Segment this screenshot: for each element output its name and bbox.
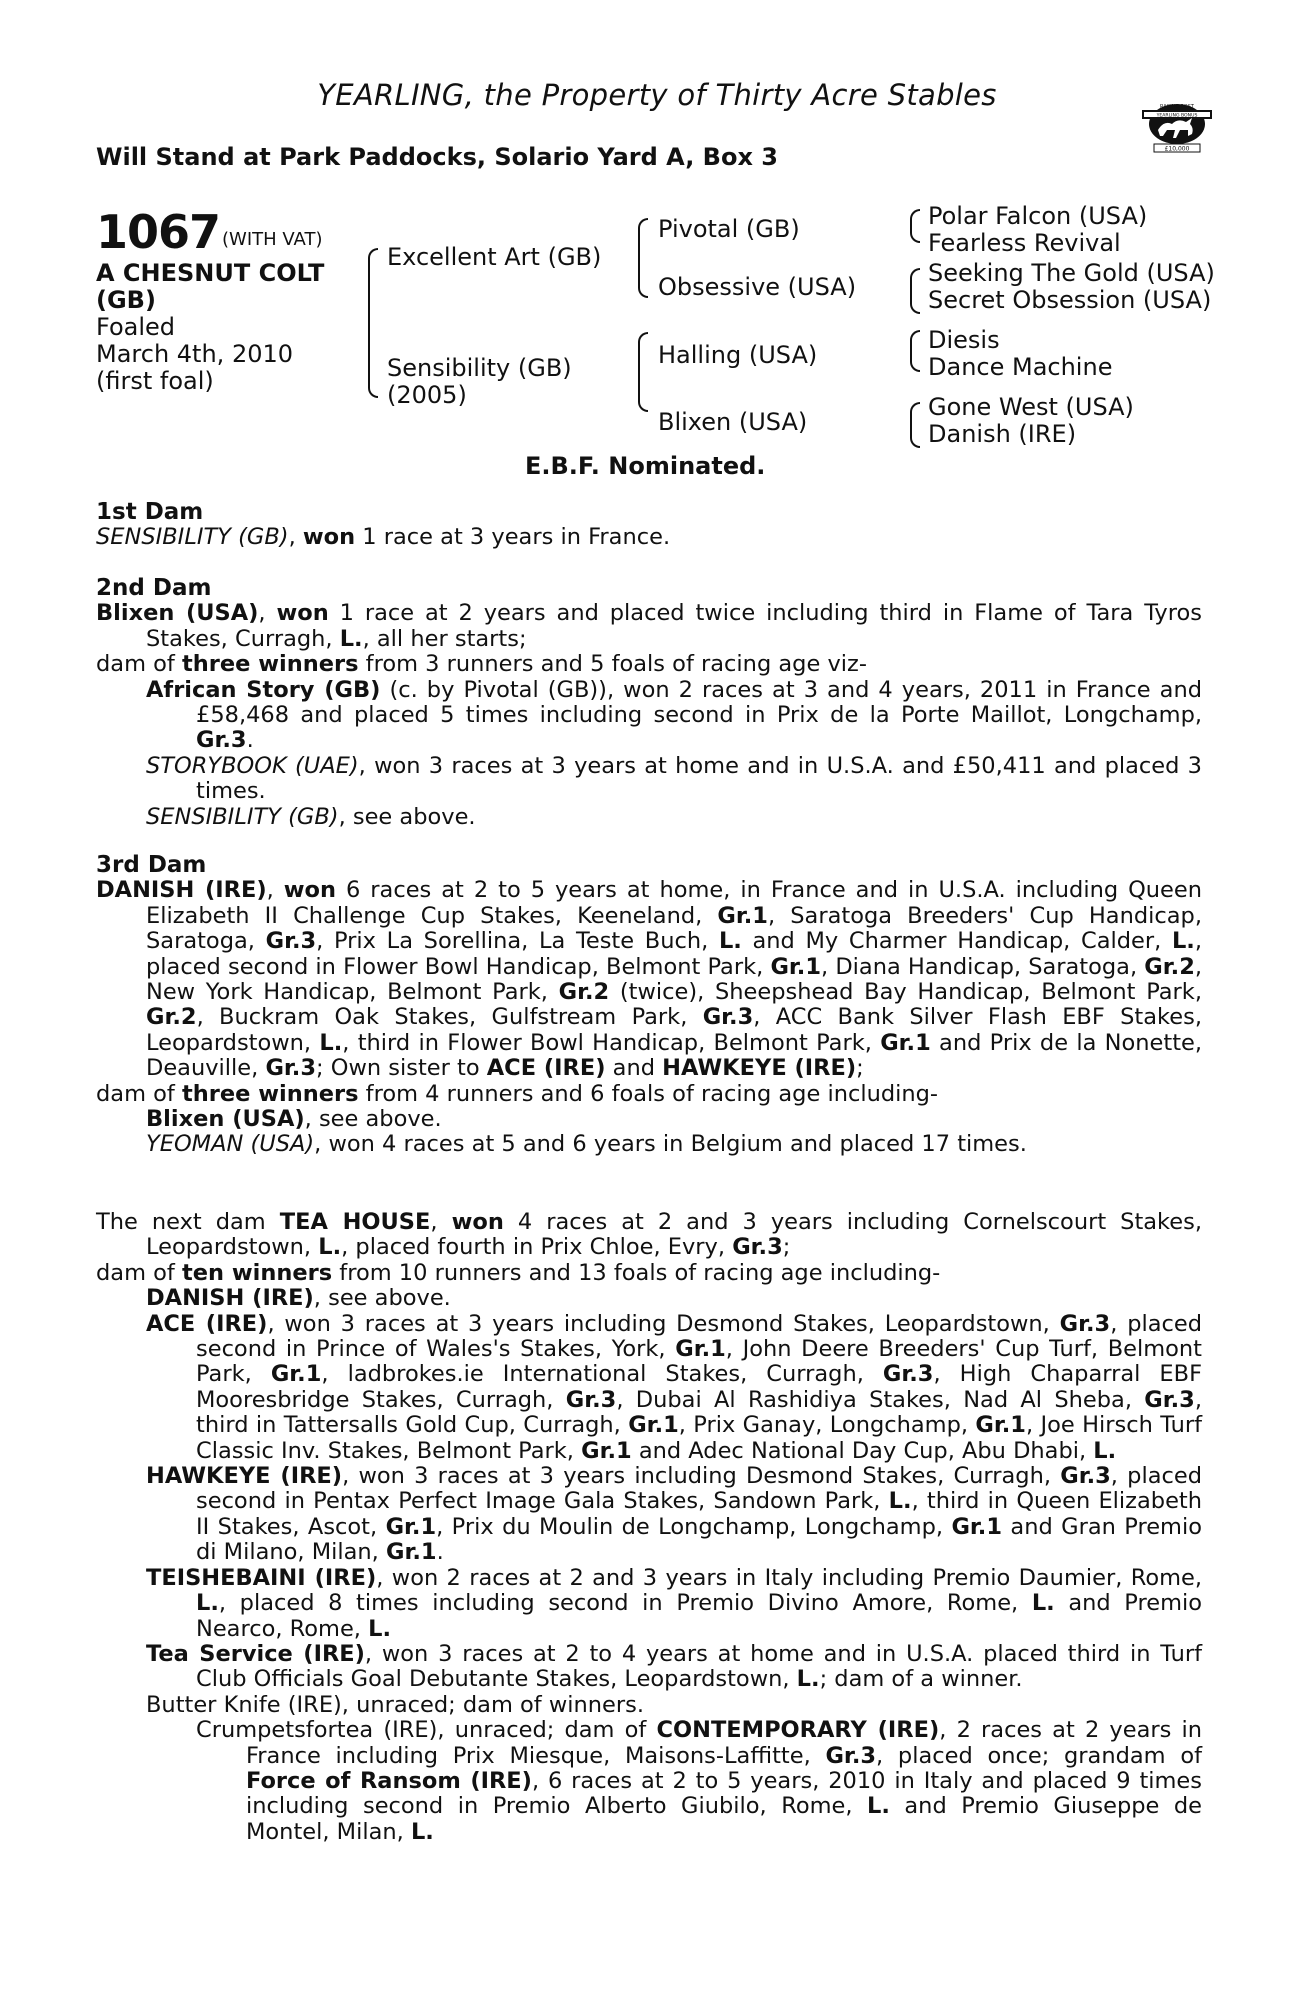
offspring-teishebaini (96, 1566, 1202, 1642)
record-text: and Premio Nearco, Rome, (196, 1590, 1203, 1642)
offspring-crumpetsfortea (96, 1718, 1202, 1845)
pedigree-dsd: Dance Machine (928, 353, 1113, 381)
lot-description-line1: A CHESNUT COLT (96, 259, 325, 287)
dam-of-label: dam of (96, 651, 182, 678)
grade-label: L. (339, 625, 363, 652)
record-text: , ACC Bank Silver Flash EBF Stakes, Leopardstown, (146, 1004, 1202, 1056)
offspring-yeoman (96, 1132, 1202, 1157)
grade-label: L. (1031, 1590, 1055, 1617)
offspring-storybook (96, 754, 1202, 805)
record-text: , won 3 races at 3 years including Desmond Stakes, Curragh, (342, 1463, 1061, 1490)
record-text: Crumpetsfortea (IRE), unraced; dam of (196, 1717, 657, 1744)
record-text: , 6 races at 2 to 5 years, 2010 in Italy and placed 9 times including second in Premio Alberto Giubilo, Rome, (246, 1767, 1202, 1820)
record-text: , Diana Handicap, Saratoga, (821, 953, 1145, 980)
next-dam-produce (96, 1261, 1202, 1286)
grade-label: Gr.3 (265, 928, 317, 955)
offspring-ace (96, 1312, 1202, 1464)
offspring-record: , see above. (304, 1106, 442, 1133)
record-text: , Dubai Al Rashidiya Stakes, Nad Al Sheba, (616, 1386, 1145, 1413)
pedigree-bracket-dam (638, 332, 648, 412)
next-dam-name: TEA HOUSE (279, 1209, 431, 1235)
record-text: (twice), Sheepshead Bay Handicap, Belmont Park, (609, 979, 1202, 1006)
record-text: , Joe Hirsch Turf Classic Inv. Stakes, Belmont Park, (196, 1412, 1203, 1464)
offspring-name: STORYBOOK (UAE) (146, 752, 359, 779)
first-dam-text: 1 race at 3 years in France. (355, 524, 671, 551)
lot-number: 1067 (96, 205, 221, 259)
pedigree-bracket-gen1 (368, 248, 378, 398)
third-dam-name: DANISH (IRE) (96, 877, 267, 904)
record-text: and (605, 1055, 663, 1082)
won-label: won (283, 877, 337, 904)
grade-label: Gr.1 (628, 1412, 679, 1439)
grade-label: Gr.1 (975, 1412, 1026, 1439)
offspring-record: (c. by Pivotal (GB)), won 2 races at 3 and 4 years, 2011 in France and £58,468 and placed 5 times including second in Prix de la Porte Maillot, Longchamp, (196, 676, 1202, 729)
pedigree-sire-dam: Obsessive (USA) (658, 273, 857, 301)
logo-top-text: RACING POST (1160, 104, 1194, 110)
offspring-record: , see above. (313, 1285, 451, 1312)
offspring-record: , won 3 races at 3 years at home and in U.S.A. and £50,411 and placed 3 times. (196, 752, 1202, 805)
record-text: 6 races at 2 to 5 years at home, in France and in U.S.A. including Queen Elizabeth II Challenge Cup Stakes, Keeneland, (146, 877, 1203, 929)
stand-location: Will Stand at Park Paddocks, Solario Yard A, Box 3 (96, 143, 778, 171)
offspring-hawkeye (96, 1464, 1202, 1566)
offspring-name: SENSIBILITY (GB) (146, 803, 339, 830)
offspring-name: HAWKEYE (IRE) (146, 1463, 343, 1490)
offspring-name: YEOMAN (USA) (146, 1131, 315, 1158)
record-text: ; (856, 1055, 864, 1082)
record-text: and Premio Giuseppe de Montel, Milan, (246, 1793, 1202, 1845)
catalogue-header-title: YEARLING, the Property of Thirty Acre Stables (317, 78, 997, 112)
record-text: and Prix de la Nonette, Deauville, (146, 1029, 1203, 1082)
grade-label: Gr.3 (825, 1742, 877, 1769)
third-dam-record: DANISH (IRE), won 6 races at 2 to 5 years at home, in France and in U.S.A. including Queen Elizabeth II Challenge Cup Stakes, Keeneland, Gr.1, Saratoga Breeders' Cup Handicap, Saratoga, Gr.3, Prix La Sorellina, La Teste Buch, L. and My Charmer Handicap, Calder, L., placed second in Flower Bowl Handicap, Belmont Park, Gr.1, Diana Handicap, Saratoga, Gr.2, New York Handicap, Belmont Park, Gr.2 (twice), Sheepshead Bay Handicap, Belmont Park, Gr.2, Buckram Oak Stakes, Gulfstream Park, Gr.3, ACC Bank Silver Flash EBF Stakes, Leopardstown, L., third in Flower Bowl Handicap, Belmont Park, Gr.1 and Prix de la Nonette, Deauville, Gr.3; Own sister to ACE (IRE) and HAWKEYE (IRE); (96, 877, 1203, 1082)
record-text: , 2 races at 2 years in France including Prix Miesque, Maisons-Laffitte, (246, 1717, 1202, 1769)
winners-count: three winners (181, 651, 359, 678)
offspring-name: ACE (IRE) (146, 1310, 268, 1337)
offspring-name: Blixen (USA) (146, 1106, 305, 1133)
grade-label: Gr.1 (386, 1539, 437, 1566)
record-text: , John Deere Breeders' Cup Turf, Belmont Park, (196, 1336, 1202, 1388)
dam-of-label: dam of (96, 1259, 182, 1286)
grade-label: L. (1171, 928, 1195, 955)
offspring-name: CONTEMPORARY (IRE) (656, 1717, 940, 1744)
grade-label: Gr.1 (675, 1336, 726, 1363)
pedigree-dam-year: (2005) (387, 381, 467, 409)
lot-description (96, 260, 324, 395)
pedigree-bracket-3a (910, 209, 920, 243)
record-text: ; dam of a winner. (819, 1666, 1023, 1693)
record-text: , placed second in Prince of Wales's Stakes, York, (196, 1310, 1203, 1363)
vat-note: (WITH VAT) (222, 229, 323, 250)
grade-label: Gr.1 (385, 1513, 437, 1540)
pedigree-dam-sire: Halling (USA) (658, 341, 818, 369)
grade-label: Gr.1 (581, 1437, 632, 1464)
pedigree-sss: Polar Falcon (USA) (928, 202, 1148, 230)
offspring-sensibility (96, 805, 1202, 830)
grade-label: L. (1093, 1437, 1117, 1464)
pedigree-bracket-sire (638, 218, 648, 298)
offspring-tea-service (96, 1642, 1202, 1693)
record-text: , placed second in Pentax Perfect Image Gala Stakes, Sandown Park, (196, 1463, 1202, 1515)
first-dam-name: SENSIBILITY (GB) (96, 524, 289, 551)
record-text: , won 2 races at 2 and 3 years in Italy including Premio Daumier, Rome, (376, 1564, 1202, 1591)
record-text: , placed second in Flower Bowl Handicap, Belmont Park, (146, 928, 1202, 980)
offspring-name: Tea Service (IRE) (146, 1640, 365, 1667)
logo-mid-text: YEARLING BONUS (1156, 113, 1198, 119)
grade-label: Gr.1 (951, 1513, 1002, 1540)
record-text: and Gran Premio di Milano, Milan, (196, 1513, 1202, 1566)
second-dam-heading: 2nd Dam (96, 575, 212, 601)
pedigree-sdd: Secret Obsession (USA) (928, 286, 1212, 314)
next-dam-intro: The next dam (96, 1209, 280, 1235)
grade-label: Gr.3 (732, 1234, 783, 1261)
won-label: won (451, 1209, 504, 1235)
winners-count: ten winners (181, 1259, 333, 1286)
record-text: , third in Tattersalls Gold Cup, Curragh, (196, 1386, 1202, 1439)
record-text: , placed fourth in Prix Chloe, Evry, (341, 1234, 733, 1261)
third-dam-heading: 3rd Dam (96, 852, 207, 878)
pedigree-dds: Gone West (USA) (928, 393, 1134, 421)
logo-bottom-text: £10,000 (1164, 145, 1190, 153)
first-dam-section (96, 500, 1202, 551)
record-text: , placed 8 times including second in Premio Divino Amore, Rome, (218, 1590, 1032, 1617)
grade-label: L. (796, 1666, 820, 1693)
record-text: , High Chaparral EBF Mooresbridge Stakes, Curragh, (196, 1361, 1203, 1413)
grade-label: Gr.3 (882, 1361, 934, 1388)
grade-label: L. (867, 1793, 890, 1820)
second-dam-text: 1 race at 2 years and placed twice including third in Flame of Tara Tyros Stakes, Curragh, (146, 600, 1202, 652)
record-text: and My Charmer Handicap, Calder, (741, 928, 1172, 955)
pedigree-bracket-3c (910, 330, 920, 372)
record-text: ; (782, 1234, 791, 1261)
next-dam-section (96, 1210, 1202, 1845)
yearling-bonus-logo (1136, 96, 1218, 156)
pedigree-dss: Diesis (928, 326, 1000, 354)
won-label: won (276, 600, 329, 627)
record-text: , Buckram Oak Stakes, Gulfstream Park, (196, 1004, 703, 1031)
third-dam-section (96, 853, 1202, 1158)
offspring-blixen (96, 1107, 1202, 1132)
sibling-name: HAWKEYE (IRE) (662, 1055, 857, 1082)
grade-label: L. (410, 1818, 434, 1845)
record-text: , placed once; grandam of (876, 1742, 1203, 1769)
grade-label: Gr.3 (1144, 1386, 1195, 1413)
offspring-record: Butter Knife (IRE), unraced; dam of winners. (146, 1691, 645, 1718)
record-text: , Saratoga Breeders' Cup Handicap, Saratoga, (146, 902, 1202, 955)
produce-summary: from 3 runners and 5 foals of racing age viz- (358, 651, 867, 678)
grade-label: Gr.3 (702, 1004, 754, 1031)
offspring-name: DANISH (IRE) (146, 1285, 314, 1312)
grade-label: Gr.1 (717, 902, 768, 929)
offspring-african-story (96, 678, 1202, 754)
grade-label: L. (196, 1590, 219, 1617)
produce-summary: from 10 runners and 13 foals of racing age including- (332, 1259, 941, 1286)
offspring-name: Force of Ransom (IRE) (246, 1767, 532, 1794)
pedigree-sds: Seeking The Gold (USA) (928, 259, 1215, 287)
pedigree-dam: Sensibility (GB) (387, 354, 572, 382)
record-text: , Prix du Moulin de Longchamp, Longchamp, (436, 1513, 952, 1540)
grade-label: L. (319, 1029, 343, 1056)
grade-label: Gr.3 (1060, 1463, 1111, 1490)
next-dam-record: The next dam TEA HOUSE, won 4 races at 2 and 3 years including Cornelscourt Stakes, Leopardstown, L., placed fourth in Prix Chloe, Evry, Gr.3; (96, 1209, 1203, 1261)
record-text: , New York Handicap, Belmont Park, (146, 953, 1203, 1006)
second-dam-section (96, 576, 1202, 830)
record-text: , Prix La Sorellina, La Teste Buch, (316, 928, 719, 955)
second-dam-text-end: , all her starts; (362, 625, 527, 652)
grade-label: Gr.2 (146, 1004, 197, 1031)
record-text: 4 races at 2 and 3 years including Cornelscourt Stakes, Leopardstown, (146, 1209, 1203, 1261)
grade-label: Gr.3 (265, 1055, 316, 1082)
pedigree-bracket-3b (910, 268, 920, 314)
foaled-note: (first foal) (96, 367, 214, 395)
grade-label: Gr.2 (1144, 953, 1195, 980)
grade-label: Gr.3 (196, 727, 247, 754)
grade-label: Gr.1 (770, 953, 822, 980)
grade-label: Gr.1 (270, 1361, 322, 1388)
grade-label: L. (318, 1234, 342, 1261)
offspring-record: , see above. (338, 803, 476, 830)
pedigree-ddd: Danish (IRE) (928, 420, 1077, 448)
pedigree-dam-dam: Blixen (USA) (658, 408, 808, 436)
second-dam-name: Blixen (USA) (96, 600, 259, 627)
pedigree-ssd: Fearless Revival (928, 229, 1121, 257)
record-text: , Prix Ganay, Longchamp, (678, 1412, 976, 1439)
foaled-label: Foaled (96, 313, 176, 341)
grade-label: L. (368, 1615, 392, 1642)
record-text: , ladbrokes.ie International Stakes, Curragh, (321, 1361, 883, 1388)
dam-of-label: dam of (96, 1080, 182, 1107)
offspring-name: TEISHEBAINI (IRE) (146, 1564, 377, 1591)
record-text: , third in Flower Bowl Handicap, Belmont Park, (342, 1029, 881, 1056)
grade-label: Gr.1 (880, 1029, 931, 1056)
record-text: and Adec National Day Cup, Abu Dhabi, (631, 1437, 1094, 1464)
pedigree-sire: Excellent Art (GB) (387, 243, 602, 271)
first-dam-record: SENSIBILITY (GB), won 1 race at 3 years in France. (96, 524, 671, 551)
second-dam-produce (96, 652, 1202, 677)
lot-description-line2: (GB) (96, 286, 156, 314)
offspring-record: , won 4 races at 5 and 6 years in Belgium and placed 17 times. (314, 1131, 1027, 1158)
second-dam-record: Blixen (USA), won 1 race at 2 years and placed twice including third in Flame of Tara Tyros Stakes, Curragh, L., all her starts; (96, 600, 1202, 652)
grade-label: L. (718, 928, 742, 955)
record-text: , won 3 races at 2 to 4 years at home and in U.S.A. placed third in Turf Club Officials Goal Debutante Stakes, Leopardstown, (196, 1640, 1203, 1693)
offspring-name: African Story (GB) (146, 676, 381, 703)
grade-label: L. (888, 1488, 912, 1515)
grade-label: Gr.3 (1059, 1310, 1111, 1337)
record-text: . (436, 1539, 444, 1566)
winners-count: three winners (181, 1080, 359, 1107)
pedigree-bracket-3d (910, 402, 920, 448)
record-text: , won 3 races at 3 years including Desmond Stakes, Leopardstown, (267, 1310, 1060, 1337)
offspring-butter-knife (96, 1693, 1202, 1718)
third-dam-produce (96, 1082, 1202, 1107)
ebf-nominated: E.B.F. Nominated. (525, 452, 766, 480)
sibling-name: ACE (IRE) (486, 1055, 606, 1082)
grade-label: Gr.2 (558, 979, 610, 1006)
foaled-date: March 4th, 2010 (96, 340, 294, 368)
won-label: won (302, 524, 356, 551)
produce-summary: from 4 runners and 6 foals of racing age including- (358, 1080, 939, 1107)
grade-label: Gr.3 (565, 1386, 617, 1413)
record-text: ; Own sister to (316, 1055, 487, 1082)
record-text: , third in Queen Elizabeth II Stakes, Ascot, (196, 1488, 1202, 1540)
pedigree-sire-sire: Pivotal (GB) (658, 215, 800, 243)
punctuation: . (246, 727, 254, 754)
first-dam-heading: 1st Dam (96, 499, 204, 525)
offspring-danish (96, 1286, 1202, 1311)
